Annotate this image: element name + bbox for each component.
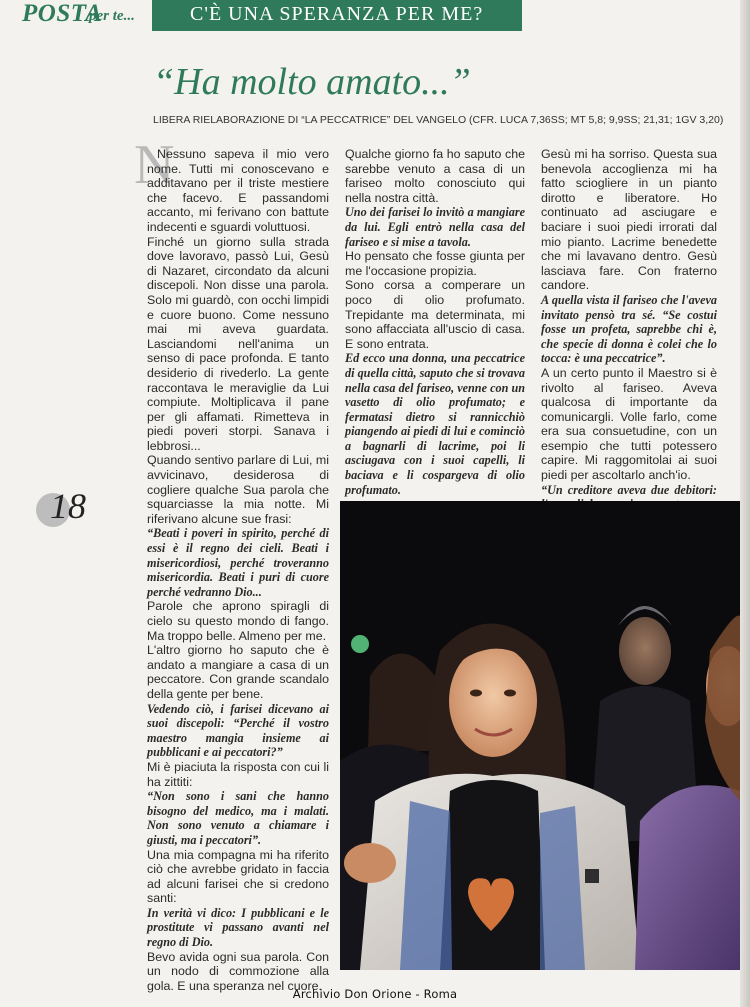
text-column-2 — [345, 147, 525, 497]
paragraph: A un certo punto il Maestro si è rivolto al fariseo. Aveva qualcosa di importante da comunicargli. Volle farlo, come era sua consuetudine, con un esempio che tutti potessero capire. Mi raggomitolai ai suoi piedi per ascoltarlo anch'io. — [541, 365, 717, 483]
paragraph: Nessuno sapeva il mio vero nome. Tutti mi conoscevano e additavano per il triste mestiere che facevo. E passandomi accanto, mi ferivano con battute indecenti e sguardi voluttuosi. — [147, 147, 329, 234]
paragraph: Una mia compagna mi ha riferito ciò che avrebbe gridato in faccia ad alcuni farisei che si credono santi: — [147, 847, 329, 906]
photo-illustration — [340, 501, 740, 970]
article-subtitle: LIBERA RIELABORAZIONE DI “LA PECCATRICE” DEL VANGELO (CFR. LUCA 7,36SS; MT 5,8; 9,9SS; 21,31; 1GV 3,20) — [153, 114, 724, 126]
paragraph: Quando sentivo parlare di Lui, mi avvicinavo, desiderosa di cogliere qualche Sua parola che squarciasse la mia notte. Mi riferivano alcune sue frasi: — [147, 453, 329, 526]
gospel-quote: Vedendo ciò, i farisei dicevano ai suoi discepoli: “Perché il vostro maestro mangia insieme ai pubblicani e ai peccatori?” — [147, 701, 329, 760]
paragraph: L'altro giorno ho saputo che è andato a mangiare a casa di un peccatore. Con grande scandalo della gente per bene. — [147, 643, 329, 701]
paragraph: Sono corsa a comperare un poco di olio profumato. Trepidante ma determinata, mi sono affacciata all'uscio di casa. E sono entrata. — [345, 278, 525, 351]
gospel-quote: In verità vi dico: I pubblicani e le prostitute vi passano avanti nel regno di Dio. — [147, 905, 329, 950]
paragraph: Parole che aprono spiragli di cielo su questo mondo di fango. Ma troppo belle. Almeno per me. — [147, 599, 329, 643]
gospel-quote: “Non sono i sani che hanno bisogno del medico, ma i malati. Non sono venuto a chiamare i giusti, ma i peccatori”. — [147, 789, 329, 847]
drop-cap: N — [134, 134, 175, 196]
paragraph: Bevo avida ogni sua parola. Con un nodo di commozione alla gola. E una speranza nel cuore. — [147, 949, 329, 993]
gospel-quote: “Beati i poveri in spirito, perché di essi è il regno dei cieli. Beati i misericordiosi, perché troveranno misericordia. Beati i puri di cuore perché vedranno Dio... — [147, 526, 329, 599]
text-column-3 — [541, 147, 717, 512]
gospel-quote: Ed ecco una donna, una peccatrice di quella città, saputo che si trovava nella casa del fariseo, venne con un vasetto di olio profumato; e fermatasi dietro si rannicchiò piangendo ai piedi di lui e cominciò a bagnarli di lacrime, poi li asciugava con i suoi capelli, li baciava e li cospargeva di olio profumato. — [345, 351, 525, 497]
photo-young-women-night — [340, 501, 740, 970]
paragraph: Mi è piaciuta la risposta con cui li ha zittiti: — [147, 759, 329, 789]
paragraph: Gesù mi ha sorriso. Questa sua benevola accoglienza mi ha fatto sciogliere in un pianto dirotto e liberatore. Ho continuato ad asciugare e baciare i suoi piedi irrorati dal mio pianto. Lacrime benedette che mi lavavano dentro. Gesù lasciava fare. Con fraterno candore. — [541, 147, 717, 293]
archive-footer: Archivio Don Orione - Roma — [292, 987, 458, 1001]
page-number: 18 — [50, 486, 86, 526]
text-column-1 — [147, 147, 329, 993]
gospel-quote: A quella vista il fariseo che l'aveva invitato pensò tra sé. “Se costui fosse un profeta, saprebbe chi è, che specie di donna è colei che lo tocca: è una peccatrice”. — [541, 292, 717, 366]
rubric-small: per te... — [89, 8, 135, 24]
rubric-logo — [0, 0, 152, 31]
article-title: “Ha molto amato...” — [153, 61, 471, 103]
paragraph: Ho pensato che fosse giunta per me l'occasione propizia. — [345, 249, 525, 278]
rubric-main: POSTA — [22, 0, 103, 27]
section-title: C'È UNA SPERANZA PER ME? — [190, 3, 484, 25]
page-edge — [740, 0, 750, 1007]
paragraph: Finché un giorno sulla strada dove lavoravo, passò Lui, Gesù di Nazaret, circondato da alcuni discepoli. Non disse una parola. Solo mi guardò, con occhi limpidi e cuore buono. Come nessuno mai mi aveva guardata. Lasciandomi nell'anima un senso di pace profonda. E tanto desiderio di rivederlo. La gente raccontava le meraviglie da Lui compiute. Moltiplicava il pane per gli affamati. Rimetteva in piedi poveri storpi. Sanava i lebbrosi... — [147, 234, 329, 453]
page-number-badge — [36, 486, 86, 527]
gospel-quote: Uno dei farisei lo invitò a mangiare da lui. Egli entrò nella casa del fariseo e si mise a tavola. — [345, 205, 525, 249]
gospel-quote: “Un creditore aveva due debitori: — [541, 482, 717, 497]
paragraph: Qualche giorno fa ho saputo che sarebbe venuto a casa di un fariseo molto conosciuto qui nella nostra città. — [345, 147, 525, 205]
